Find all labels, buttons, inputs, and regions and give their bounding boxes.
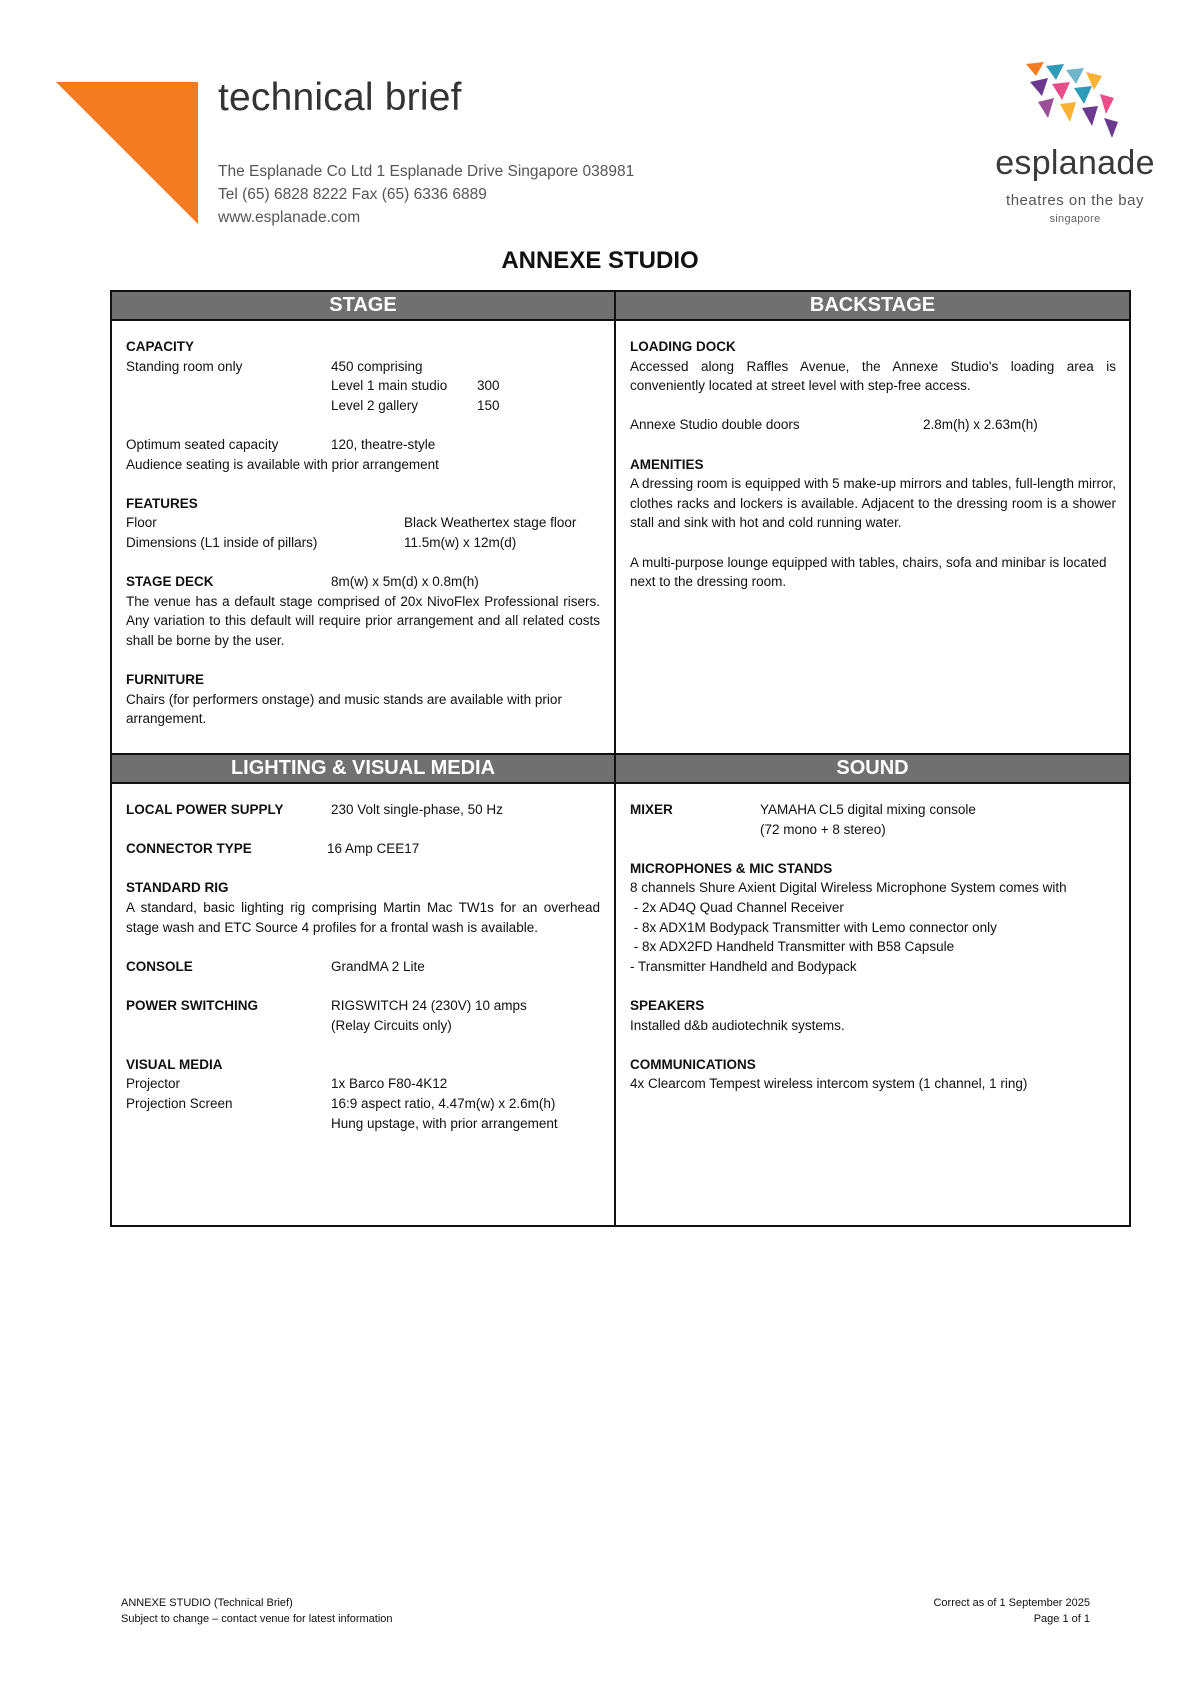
visual-media-heading: VISUAL MEDIA [126, 1056, 223, 1072]
sound-heading: SOUND [616, 753, 1129, 784]
seated-row [126, 435, 600, 455]
connector-row [126, 839, 600, 859]
screen-value: 16:9 aspect ratio, 4.47m(w) x 2.6m(h) [331, 1095, 556, 1111]
stage-deck-row [126, 572, 600, 592]
contact-address: The Esplanade Co Ltd 1 Esplanade Drive Singapore 038981 [218, 163, 635, 180]
microphones-text: 8 channels Shure Axient Digital Wireless Microphone System comes with [630, 880, 1067, 896]
screen-label: Projection Screen [126, 1095, 233, 1111]
floor-label: Floor [126, 515, 157, 531]
footer-doc-name: ANNEXE STUDIO (Technical Brief) [121, 1597, 293, 1609]
doors-row [630, 415, 1116, 435]
level2-row [126, 396, 600, 416]
level1-value: 300 [477, 378, 500, 394]
amenities-heading: AMENITIES [630, 456, 704, 472]
contact-phone: Tel (65) 6828 8222 Fax (65) 6336 6889 [218, 186, 487, 203]
communications-text: 4x Clearcom Tempest wireless intercom system (1 channel, 1 ring) [630, 1076, 1028, 1092]
amenities-text: A dressing room is equipped with 5 make-up mirrors and tables, full-length mirror, clothes racks and lockers is available. Adjacent to the dressing room is a shower stall and sink with hot and cold running water. [630, 476, 1116, 531]
logo-wordmark: esplanade [995, 144, 1155, 182]
power-value: 230 Volt single-phase, 50 Hz [331, 802, 503, 817]
footer-page-number: Page 1 of 1 [1033, 1613, 1090, 1625]
dimensions-row [126, 533, 600, 553]
doors-value: 2.8m(h) x 2.63m(h) [923, 417, 1038, 433]
projector-row [126, 1074, 600, 1094]
mixer-row [630, 800, 1116, 820]
stage-deck-heading: STAGE DECK [126, 574, 214, 590]
switching-row [126, 996, 600, 1016]
console-row [126, 957, 600, 977]
level2-label: Level 2 gallery [331, 397, 419, 413]
seated-value: 120, theatre-style [331, 436, 436, 452]
logo-country: singapore [1049, 213, 1101, 225]
contact-block [218, 160, 634, 229]
switching-label: POWER SWITCHING [126, 997, 258, 1013]
lighting-heading: LIGHTING & VISUAL MEDIA [112, 753, 614, 784]
backstage-heading: BACKSTAGE [616, 292, 1129, 321]
stage-deck-value: 8m(w) x 5m(d) x 0.8m(h) [331, 574, 479, 590]
speakers-heading: SPEAKERS [630, 997, 705, 1013]
standing-row [126, 357, 600, 377]
screen-row-2 [126, 1114, 600, 1134]
mic-item: - 8x ADX2FD Handheld Transmitter with B58 Capsule [630, 939, 955, 955]
console-label: CONSOLE [126, 958, 193, 974]
dimensions-value: 11.5m(w) x 12m(d) [404, 534, 517, 550]
mixer-value-2: (72 mono + 8 stereo) [760, 821, 886, 837]
document-title: ANNEXE STUDIO [501, 247, 699, 274]
power-label: LOCAL POWER SUPPLY [126, 802, 284, 817]
page-header [0, 0, 1200, 240]
standing-value: 450 comprising [331, 358, 423, 374]
capacity-heading: CAPACITY [126, 339, 195, 354]
power-row [126, 800, 600, 820]
standing-label: Standing room only [126, 358, 243, 374]
mic-item: - 2x AD4Q Quad Channel Receiver [630, 899, 844, 915]
stage-section [126, 337, 600, 729]
screen-row [126, 1094, 600, 1114]
footer-left [121, 1595, 393, 1627]
mixer-value: YAMAHA CL5 digital mixing console [760, 802, 976, 817]
switching-row-2 [126, 1016, 600, 1036]
esplanade-logo [995, 62, 1155, 232]
floor-value: Black Weathertex stage floor [404, 515, 577, 531]
stage-heading: STAGE [112, 292, 614, 321]
seated-label: Optimum seated capacity [126, 436, 279, 452]
seating-note: Audience seating is available with prior arrangement [126, 456, 439, 472]
rig-text: A standard, basic lighting rig comprising Martin Mac TW1s for an overhead stage wash and ETC Source 4 profiles for a frontal wash is available. [126, 899, 600, 935]
mic-item: - 8x ADX1M Bodypack Transmitter with Lemo connector only [630, 919, 997, 935]
furniture-heading: FURNITURE [126, 672, 204, 688]
projector-label: Projector [126, 1076, 181, 1092]
floor-row [126, 513, 600, 533]
mixer-row-2 [630, 820, 1116, 840]
level1-row [126, 376, 600, 396]
microphones-heading: MICROPHONES & MIC STANDS [630, 860, 833, 876]
mic-item: - Transmitter Handheld and Bodypack [630, 958, 857, 974]
lounge-text: A multi-purpose lounge equipped with tables, chairs, sofa and minibar is located next to the dressing room. [630, 554, 1107, 590]
sound-section [630, 800, 1116, 1094]
level2-value: 150 [477, 397, 500, 413]
console-value: GrandMA 2 Lite [331, 958, 425, 974]
switching-value: RIGSWITCH 24 (230V) 10 amps [331, 997, 527, 1013]
footer-right [933, 1595, 1090, 1627]
projector-value: 1x Barco F80-4K12 [331, 1076, 448, 1092]
brief-title: technical brief [218, 76, 462, 119]
communications-heading: COMMUNICATIONS [630, 1056, 756, 1072]
switching-value-2: (Relay Circuits only) [331, 1017, 452, 1033]
features-heading: FEATURES [126, 495, 198, 511]
footer-date: Correct as of 1 September 2025 [933, 1597, 1090, 1609]
connector-value: 16 Amp CEE17 [327, 841, 420, 857]
contact-website[interactable]: www.esplanade.com [218, 209, 361, 226]
mixer-label: MIXER [630, 802, 673, 817]
logo-tagline: theatres on the bay [1006, 192, 1144, 209]
stage-deck-text: The venue has a default stage comprised of 20x NivoFlex Professional risers. Any variation to this default will require prior arrangement and all related costs shall be borne by the user. [126, 593, 600, 648]
loading-dock-heading: LOADING DOCK [630, 339, 736, 354]
loading-dock-text: Accessed along Raffles Avenue, the Annexe Studio's loading area is conveniently located at street level with step-free access. [630, 358, 1116, 394]
furniture-text: Chairs (for performers onstage) and music stands are available with prior arrangement. [126, 691, 562, 727]
connector-label: CONNECTOR TYPE [126, 841, 252, 857]
level1-label: Level 1 main studio [331, 378, 448, 394]
screen-value-2: Hung upstage, with prior arrangement [331, 1115, 558, 1131]
footer-disclaimer: Subject to change – contact venue for latest information [121, 1613, 393, 1625]
esplanade-mark-icon [1022, 62, 1122, 144]
speakers-text: Installed d&b audiotechnik systems. [630, 1017, 845, 1033]
doors-label: Annexe Studio double doors [630, 417, 800, 433]
orange-triangle-logo [56, 82, 198, 224]
rig-heading: STANDARD RIG [126, 880, 229, 896]
dimensions-label: Dimensions (L1 inside of pillars) [126, 534, 318, 550]
tech-spec-grid [110, 290, 1131, 1227]
lighting-section [126, 800, 600, 1133]
backstage-section [630, 337, 1116, 592]
